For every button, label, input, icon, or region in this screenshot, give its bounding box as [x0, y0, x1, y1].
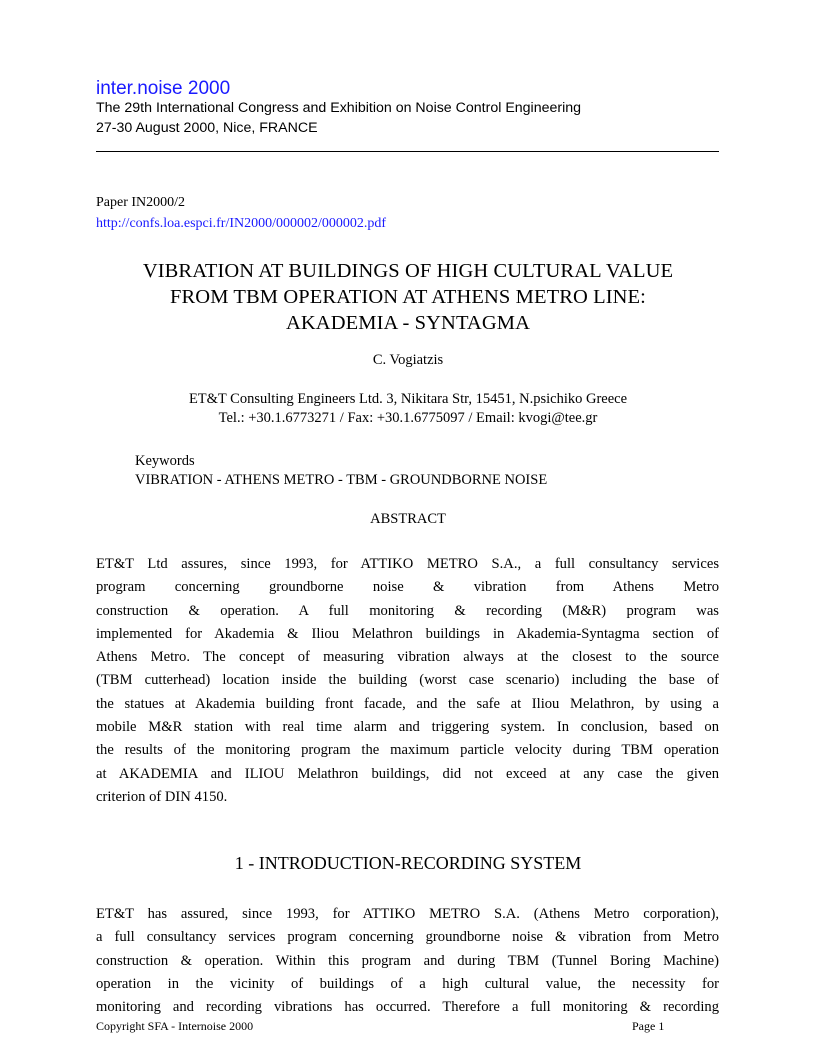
section-line: monitoring and recording vibrations has occurred. Therefore a full monitoring & recording — [96, 999, 719, 1016]
section-body — [96, 903, 719, 1019]
section-line: ET&T has assured, since 1993, for ATTIKO METRO S.A. (Athens Metro corporation), — [96, 906, 719, 922]
abstract-line: program concerning groundborne noise & vibration from Athens Metro — [96, 579, 719, 596]
section-line: operation in the vicinity of buildings of a high cultural value, the necessity for — [96, 975, 719, 992]
affiliation-contact: Tel.: +30.1.6773271 / Fax: +30.1.6775097 / Email: kvogi@tee.gr — [218, 410, 598, 426]
abstract-line: implemented for Akademia & Iliou Melathron buildings in Akademia-Syntagma section of — [96, 625, 719, 642]
keywords-label: Keywords — [135, 453, 195, 469]
abstract-line: the results of the monitoring program the maximum particle velocity during TBM operation — [96, 742, 719, 759]
affiliation-address: ET&T Consulting Engineers Ltd. 3, Nikitara Str, 15451, N.psichiko Greece — [188, 391, 628, 407]
paper-url-link[interactable]: http://confs.loa.espci.fr/IN2000/000002/000002.pdf — [96, 216, 387, 231]
conference-dates: 27-30 August 2000, Nice, FRANCE — [96, 120, 318, 136]
section-line: a full consultancy services program concerning groundborne noise & vibration from Metro — [96, 929, 719, 946]
keywords-list: VIBRATION - ATHENS METRO - TBM - GROUNDBORNE NOISE — [135, 472, 548, 488]
page-number: Page 1 — [632, 1019, 665, 1033]
abstract-line: (TBM cutterhead) location inside the building (worst case scenario) including the base of — [96, 672, 719, 689]
conference-subtitle: The 29th International Congress and Exhibition on Noise Control Engineering — [96, 100, 582, 116]
abstract-line: Athens Metro. The concept of measuring vibration always at the closest to the source — [96, 649, 719, 666]
title-line: FROM TBM OPERATION AT ATHENS METRO LINE: — [170, 286, 646, 308]
title-line: AKADEMIA - SYNTAGMA — [286, 312, 530, 334]
paper-id: Paper IN2000/2 — [96, 195, 186, 210]
conference-name: inter.noise 2000 — [96, 78, 231, 99]
abstract-line: at AKADEMIA and ILIOU Melathron buildings, did not exceed at any case the given — [96, 765, 719, 782]
section-heading: 1 - INTRODUCTION-RECORDING SYSTEM — [234, 853, 582, 873]
title-line: VIBRATION AT BUILDINGS OF HIGH CULTURAL VALUE — [142, 260, 674, 282]
abstract-line: criterion of DIN 4150. — [96, 788, 228, 805]
abstract-body — [96, 553, 719, 809]
section-line: construction & operation. Within this program and during TBM (Tunnel Boring Machine) — [96, 952, 719, 969]
paper-title — [96, 258, 720, 336]
abstract-heading: ABSTRACT — [370, 511, 446, 527]
abstract-line: ET&T Ltd assures, since 1993, for ATTIKO METRO S.A., a full consultancy services — [96, 556, 719, 572]
author: C. Vogiatzis — [372, 352, 444, 368]
abstract-line: construction & operation. A full monitoring & recording (M&R) program was — [96, 602, 719, 619]
header-divider — [96, 151, 719, 152]
abstract-line: mobile M&R station with real time alarm and triggering system. In conclusion, based on — [96, 719, 719, 736]
footer-copyright: Copyright SFA - Internoise 2000 — [96, 1019, 254, 1033]
abstract-line: the statues at Akademia building front facade, and the safe at Iliou Melathron, by using a — [96, 695, 719, 712]
